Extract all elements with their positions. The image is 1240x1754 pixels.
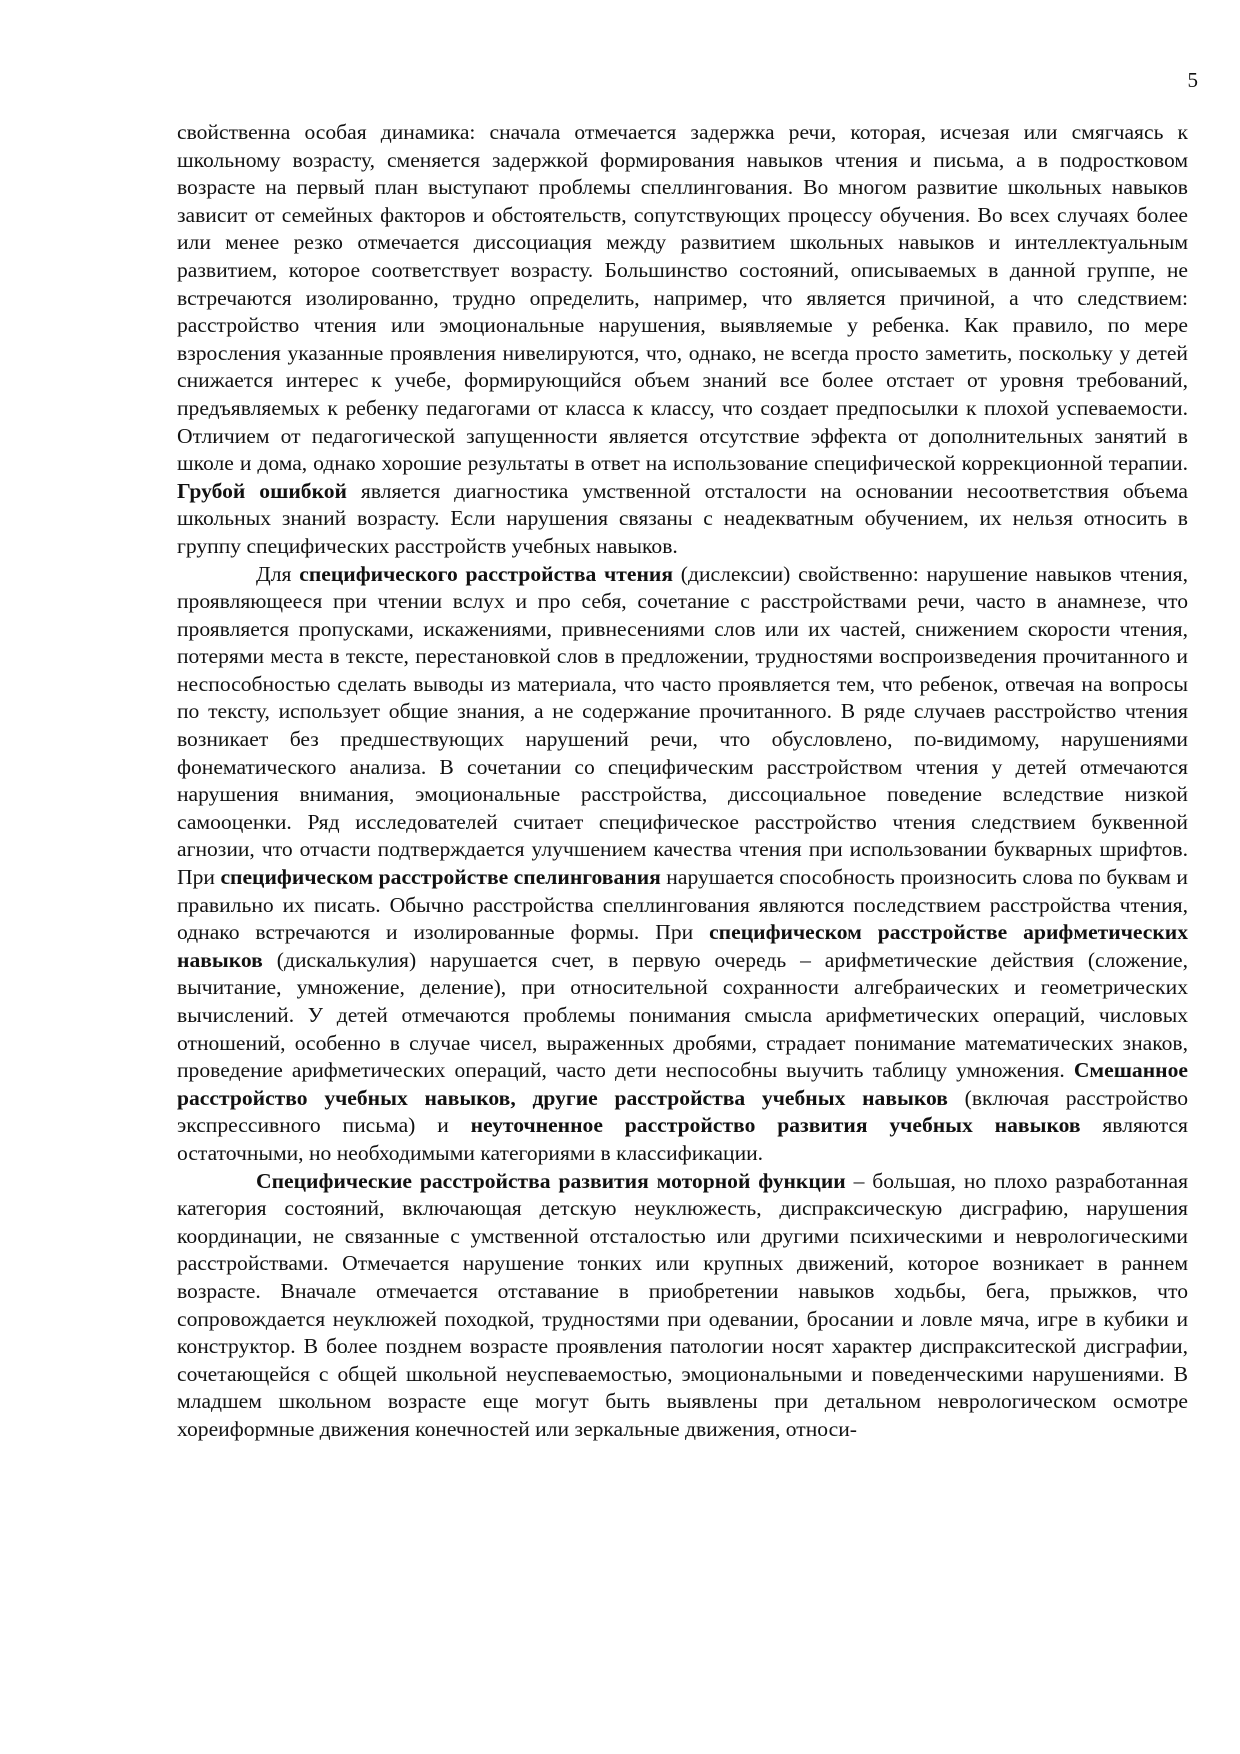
bold-term: неуточненное расстройство развития учебных навыков xyxy=(470,1113,1081,1138)
body-text xyxy=(177,119,1188,1444)
text-run: Для xyxy=(256,561,300,586)
text-run: (дислексии) свойственно: нарушение навыков чтения, проявляющееся при чтении вслух и про себя, сочетание с расстройствами речи, часто в анамнезе, что проявляется пропусками, искажениями, привнесениями слов или их частей, снижением скорости чтения, потерями места в тексте, перестановкой слов в предложении, трудностями воспроизведения прочитанного и неспособностью сделать выводы из материала, что часто проявляется тем, что ребенок, отвечая на вопросы по тексту, использует общие знания, а не содержание прочитанного. В ряде случаев расстройство чтения возникает без предшествующих нарушений речи, что обусловлено, по-видимому, нарушениями фонематического анализа. В сочетании со специфическим расстройством чтения у детей отмечаются нарушения внимания, эмоциональные расстройства, диссоциальное поведение вследствие низкой самооценки. Ряд исследователей считает специфическое расстройство чтения следствием буквенной агнозии, что отчасти подтверждается улучшением качества чтения при использовании букварных шрифтов. При xyxy=(177,561,1188,890)
bold-term: специфическом расстройстве спелингования xyxy=(220,865,661,890)
text-run: свойственна особая динамика: сначала отмечается задержка речи, которая, исчезая или смягчаясь к школьному возрасту, сменяется задержкой формирования навыков чтения и письма, а в подростковом возрасте на первый план выступают проблемы спеллингования. Во многом развитие школьных навыков зависит от семейных факторов и обстоятельств, сопутствующих процессу обучения. Во всех случаях более или менее резко отмечается диссоциация между развитием школьных навыков и интеллектуальным развитием, которое соответствует возрасту. Большинство состояний, описываемых в данной группе, не встречаются изолированно, трудно определить, например, что является причиной, а что следствием: расстройство чтения или эмоциональные нарушения, выявляемые у ребенка. Как правило, по мере взросления указанные проявления нивелируются, что, однако, не всегда просто заметить, поскольку у детей снижается интерес к учебе, формирующийся объем знаний все более отстает от уровня требований, предъявляемых к ребенку педагогами от класса к классу, что создает предпосылки к плохой успеваемости. Отличием от педагогической запущенности является отсутствие эффекта от дополнительных занятий в школе и дома, однако хорошие результаты в ответ на использование специфической коррекционной терапии. xyxy=(177,120,1188,476)
text-run: нарушается способность произносить слова по буквам и правильно их писать. Обычно расстройства спеллингования являются последствием расстройства чтения, однако встречаются и изолированные формы. При xyxy=(177,865,1188,945)
text-run: (дискалькулия) нарушается счет, в первую очередь – арифметические действия (сложение, вычитание, умножение, деление), при относительной сохранности алгебраических и геометрических вычислений. У детей отмечаются проблемы понимания смысла арифметических операций, числовых отношений, особенно в случае чисел, выраженных дробями, страдает понимание математических знаков, проведение арифметических операций, часто дети неспособны выучить таблицу умножения. xyxy=(177,947,1188,1083)
text-run: (включая расстройство экспрессивного письма) и xyxy=(177,1085,1188,1138)
bold-term: Грубой ошибкой xyxy=(177,478,347,503)
text-run: является диагностика умственной отсталости на основании несоответствия объема школьных знаний возрасту. Если нарушения связаны с неадекватным обучением, их нельзя относить в группу специфических расстройств учебных навыков. xyxy=(177,478,1188,558)
bold-term: Специфические расстройства развития моторной функции xyxy=(256,1168,846,1193)
text-run: являются остаточными, но необходимыми категориями в классификации. xyxy=(177,1113,1188,1165)
text-run: – большая, но плохо разработанная категория состояний, включающая детскую неуклюжесть, диспраксическую дисграфию, нарушения координации, не связанные с умственной отсталостью или другими психическими и неврологическими расстройствами. Отмечается нарушение тонких или крупных движений, которое возникает в раннем возрасте. Вначале отмечается отставание в приобретении навыков ходьбы, бега, прыжков, что сопровождается неуклюжей походкой, трудностями при одевании, бросании и ловле мяча, игре в кубики и конструктор. В более позднем возрасте проявления патологии носят характер диспракситеской дисграфии, сочетающейся с общей школьной неуспеваемостью, эмоциональными и поведенческими нарушениями. В младшем школьном возрасте еще могут быть выявлены при детальном неврологическом осмотре хореиформные движения конечностей или зеркальные движения, относи- xyxy=(177,1168,1189,1441)
paragraph-motor-function xyxy=(177,1168,1188,1444)
bold-term: специфического расстройства чтения xyxy=(299,561,674,586)
paragraph-dynamics xyxy=(177,119,1188,561)
bold-term: Смешанное расстройство учебных навыков, другие расстройства учебных навыков xyxy=(177,1058,1188,1110)
paragraph-dyslexia xyxy=(177,561,1188,1168)
page-number: 5 xyxy=(1187,68,1198,92)
bold-term: специфическом расстройстве арифметических навыков xyxy=(177,920,1188,972)
